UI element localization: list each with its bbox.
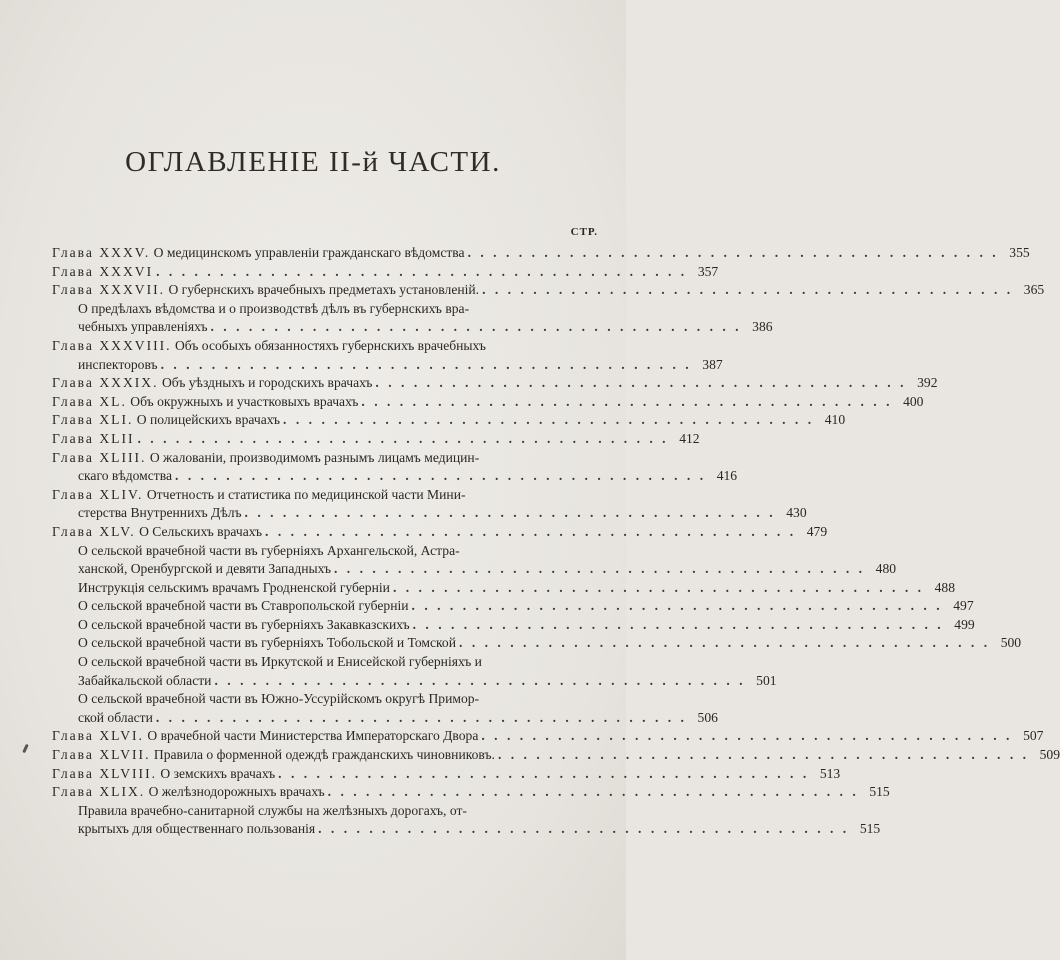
page-number: 392: [917, 375, 938, 391]
toc-entry-line: [52, 783, 890, 802]
toc-entry-line: [52, 449, 598, 468]
toc-entry: [52, 244, 1030, 263]
entry-title-continuation: крытыхъ для общественнаго пользованія: [78, 821, 316, 837]
toc-entry-line: [52, 486, 598, 505]
toc-entry: [52, 597, 974, 616]
entry-title: О жалованіи, производимомъ разнымъ лицамъ медицин-: [149, 449, 480, 465]
toc-entry-continuation: [52, 672, 777, 691]
entry-title: Объ окружныхъ и участковыхъ врачахъ: [130, 393, 359, 409]
entry-title-continuation: чебныхъ управленіяхъ: [78, 319, 208, 335]
page-number: 507: [1023, 728, 1044, 744]
page-column-label: СТР.: [570, 226, 598, 238]
leader-dots: . . . . . . . . . . . . . . . . . . . . . . . . . . . . . . . . . . . . . . . . . .: [411, 598, 943, 614]
entry-title: Отчетность и статистика по медицинской части Мини-: [146, 486, 466, 502]
entry-title: О Сельскихъ врачахъ: [139, 523, 263, 539]
chapter-label: Глава XLIV.: [52, 486, 144, 502]
leader-dots: . . . . . . . . . . . . . . . . . . . . . . . . . . . . . . . . . . . . . . . . . .: [467, 245, 999, 260]
toc-entry-line: [52, 727, 1044, 746]
toc-entry: [52, 486, 807, 523]
toc-entry-continuation: [52, 709, 718, 728]
toc-entry: [52, 393, 924, 412]
page-number: 355: [1009, 245, 1030, 260]
chapter-label: Глава XLIX.: [52, 784, 146, 800]
page-number: 480: [875, 561, 897, 577]
chapter-label: Глава XXXIX.: [52, 375, 159, 391]
page-number: 500: [1000, 635, 1022, 651]
toc-entry-line: [52, 746, 1060, 765]
toc-entry: [52, 746, 1060, 765]
toc-entry-continuation: [52, 560, 897, 579]
entry-title: О сельской врачебной части въ Ставропольской губерніи: [78, 598, 409, 614]
entry-title: О медицинскомъ управленіи гражданскаго вѣдомства: [153, 245, 465, 260]
page-number: 488: [934, 579, 956, 595]
toc-entry-line: [52, 765, 841, 784]
leader-dots: . . . . . . . . . . . . . . . . . . . . . . . . . . . . . . . . . . . . . . . . . .: [361, 393, 893, 409]
entry-title: О полицейскихъ врачахъ: [136, 412, 281, 428]
toc-entry-continuation: [52, 318, 773, 337]
leader-dots: . . . . . . . . . . . . . . . . . . . . . . . . . . . . . . . . . . . . . . . . . .: [156, 263, 688, 279]
leader-dots: . . . . . . . . . . . . . . . . . . . . . . . . . . . . . . . . . . . . . . . . . .: [482, 282, 1014, 298]
leader-dots: . . . . . . . . . . . . . . . . . . . . . . . . . . . . . . . . . . . . . . . . . .: [265, 523, 797, 539]
chapter-label: Глава XXXVI: [52, 263, 154, 279]
toc-entry: [52, 783, 890, 802]
entry-title: О сельской врачебной части въ губерніяхъ Тобольской и Томской: [78, 635, 457, 651]
toc-entry-line: [52, 523, 828, 542]
toc-entry-continuation: [52, 356, 723, 375]
page-number: 515: [869, 784, 890, 800]
entry-title: О губернскихъ врачебныхъ предметахъ установленій.: [168, 282, 480, 298]
entry-title-continuation: ской области: [78, 709, 153, 725]
chapter-label: Глава XLII: [52, 430, 135, 446]
page-number: 357: [697, 263, 719, 279]
toc-entry-line: [52, 597, 974, 616]
toc-entry: [52, 523, 828, 542]
toc-entry: [52, 690, 718, 727]
page-number: 365: [1023, 282, 1045, 298]
toc-entry-continuation: [52, 467, 738, 486]
toc-entry-line: [52, 411, 846, 430]
toc-entry-line: [52, 281, 1045, 300]
leader-dots: . . . . . . . . . . . . . . . . . . . . . . . . . . . . . . . . . . . . . . . . . .: [244, 505, 776, 521]
page-number: 497: [953, 598, 974, 614]
toc-entry: [52, 374, 938, 393]
entry-title: Инструкція сельскимъ врачамъ Гродненской губерніи: [78, 579, 390, 595]
leader-dots: . . . . . . . . . . . . . . . . . . . . . . . . . . . . . . . . . . . . . . . . . .: [333, 561, 866, 577]
entry-title: Объ особыхъ обязанностяхъ губернскихъ врачебныхъ: [174, 337, 486, 353]
entry-title: Правила врачебно-санитарной службы на желѣзныхъ дорогахъ, от-: [78, 802, 467, 818]
leader-dots: . . . . . . . . . . . . . . . . . . . . . . . . . . . . . . . . . . . . . . . . . .: [497, 747, 1030, 763]
page-number: 400: [903, 393, 924, 409]
toc-entry-line: [52, 616, 975, 635]
toc-entry: [52, 281, 1045, 300]
entry-title: О земскихъ врачахъ: [160, 765, 276, 781]
toc-entry-line: [52, 542, 598, 561]
chapter-label: Глава XLVII.: [52, 747, 151, 763]
toc-entry-line: [52, 393, 924, 412]
entry-title-continuation: стерства Внутреннихъ Дѣлъ: [78, 505, 242, 521]
chapter-label: Глава XXXVII.: [52, 282, 166, 298]
toc-entry: [52, 727, 1044, 746]
toc-entry-line: [52, 802, 598, 821]
entry-title: О сельской врачебной части въ губерніяхъ Закавказскихъ: [78, 616, 410, 632]
entry-title-continuation: скаго вѣдомства: [78, 468, 173, 484]
page-number: 506: [697, 709, 718, 725]
entry-title: Правила о форменной одеждѣ гражданскихъ чиновниковъ.: [153, 747, 495, 763]
entry-title: Объ уѣздныхъ и городскихъ врачахъ: [161, 375, 373, 391]
leader-dots: . . . . . . . . . . . . . . . . . . . . . . . . . . . . . . . . . . . . . . . . . .: [175, 468, 707, 484]
page-number: 515: [859, 821, 881, 837]
chapter-label: Глава XL.: [52, 393, 127, 409]
toc-entry-line: [52, 244, 1030, 263]
entry-title: О врачебной части Министерства Императорскаго Двора: [147, 728, 479, 744]
leader-dots: . . . . . . . . . . . . . . . . . . . . . . . . . . . . . . . . . . . . . . . . . .: [137, 430, 669, 446]
leader-dots: . . . . . . . . . . . . . . . . . . . . . . . . . . . . . . . . . . . . . . . . . .: [214, 672, 746, 688]
entry-title: О желѣзнодорожныхъ врачахъ: [148, 784, 325, 800]
toc-entry: [52, 802, 881, 839]
leader-dots: . . . . . . . . . . . . . . . . . . . . . . . . . . . . . . . . . . . . . . . . . .: [327, 784, 859, 800]
entry-title: О сельской врачебной части въ Южно-Уссурійскомъ округѣ Примор-: [78, 691, 480, 707]
page-number: 412: [679, 430, 700, 446]
leader-dots: . . . . . . . . . . . . . . . . . . . . . . . . . . . . . . . . . . . . . . . . . .: [160, 356, 692, 372]
leader-dots: . . . . . . . . . . . . . . . . . . . . . . . . . . . . . . . . . . . . . . . . . .: [375, 375, 907, 391]
toc-entry-line: [52, 653, 598, 672]
entry-title-continuation: Забайкальской области: [78, 672, 212, 688]
chapter-label: Глава XLVI.: [52, 728, 144, 744]
chapter-label: Глава XLVIII.: [52, 765, 157, 781]
toc-entry: [52, 337, 723, 374]
entry-title: О сельской врачебной части въ губерніяхъ Архангельской, Астра-: [78, 542, 460, 558]
page-number: 499: [954, 616, 975, 632]
toc-entry: [52, 300, 773, 337]
page-number: 387: [702, 356, 723, 372]
page-number: 501: [756, 672, 777, 688]
page-number: 513: [819, 765, 841, 781]
toc-entry: [52, 765, 841, 784]
toc-entry: [52, 430, 700, 449]
leader-dots: . . . . . . . . . . . . . . . . . . . . . . . . . . . . . . . . . . . . . . . . . .: [155, 709, 687, 725]
leader-dots: . . . . . . . . . . . . . . . . . . . . . . . . . . . . . . . . . . . . . . . . . .: [459, 635, 991, 651]
page-number: 509: [1039, 747, 1060, 763]
toc-entry-line: [52, 579, 956, 598]
toc-entry-continuation: [52, 504, 807, 523]
chapter-label: Глава XLI.: [52, 412, 134, 428]
chapter-label: Глава XLIII.: [52, 449, 147, 465]
toc-entry-continuation: [52, 820, 881, 839]
page-number: 386: [752, 319, 773, 335]
toc-entry-line: [52, 634, 1022, 653]
toc-entry-line: [52, 263, 719, 282]
entry-title-continuation: ханской, Оренбургской и девяти Западныхъ: [78, 561, 331, 577]
toc-entry-line: [52, 337, 598, 356]
chapter-label: Глава XXXVIII.: [52, 337, 172, 353]
leader-dots: . . . . . . . . . . . . . . . . . . . . . . . . . . . . . . . . . . . . . . . . . .: [412, 616, 944, 632]
leader-dots: . . . . . . . . . . . . . . . . . . . . . . . . . . . . . . . . . . . . . . . . . .: [210, 319, 742, 335]
chapter-label: Глава XLV.: [52, 523, 136, 539]
leader-dots: . . . . . . . . . . . . . . . . . . . . . . . . . . . . . . . . . . . . . . . . . .: [392, 579, 925, 595]
table-of-contents: [52, 244, 1060, 839]
page-number: 430: [786, 505, 807, 521]
toc-entry: [52, 634, 1022, 653]
leader-dots: . . . . . . . . . . . . . . . . . . . . . . . . . . . . . . . . . . . . . . . . . .: [283, 412, 815, 428]
toc-entry: [52, 579, 956, 598]
toc-entry-line: [52, 300, 598, 319]
page-title: ОГЛАВЛЕНІЕ II-й ЧАСТИ.: [125, 146, 501, 178]
entry-title: О сельской врачебной части въ Иркутской и Енисейской губерніяхъ и: [78, 654, 482, 670]
toc-entry-line: [52, 374, 938, 393]
toc-entry: [52, 449, 738, 486]
toc-entry-line: [52, 430, 700, 449]
toc-entry: [52, 616, 975, 635]
entry-title: О предѣлахъ вѣдомства и о производствѣ дѣлъ въ губернскихъ вра-: [78, 300, 470, 316]
page-number: 479: [806, 523, 828, 539]
page-number: 416: [716, 468, 738, 484]
ink-smudge: [22, 744, 29, 753]
toc-entry: [52, 542, 897, 579]
page-number: 410: [824, 412, 846, 428]
toc-entry: [52, 653, 777, 690]
toc-entry-line: [52, 690, 598, 709]
leader-dots: . . . . . . . . . . . . . . . . . . . . . . . . . . . . . . . . . . . . . . . . . .: [318, 821, 850, 837]
toc-entry: [52, 263, 719, 282]
leader-dots: . . . . . . . . . . . . . . . . . . . . . . . . . . . . . . . . . . . . . . . . . .: [278, 765, 810, 781]
entry-title-continuation: инспекторовъ: [78, 356, 158, 372]
chapter-label: Глава XXXV.: [52, 245, 151, 260]
toc-entry: [52, 411, 846, 430]
leader-dots: . . . . . . . . . . . . . . . . . . . . . . . . . . . . . . . . . . . . . . . . . .: [481, 728, 1013, 744]
